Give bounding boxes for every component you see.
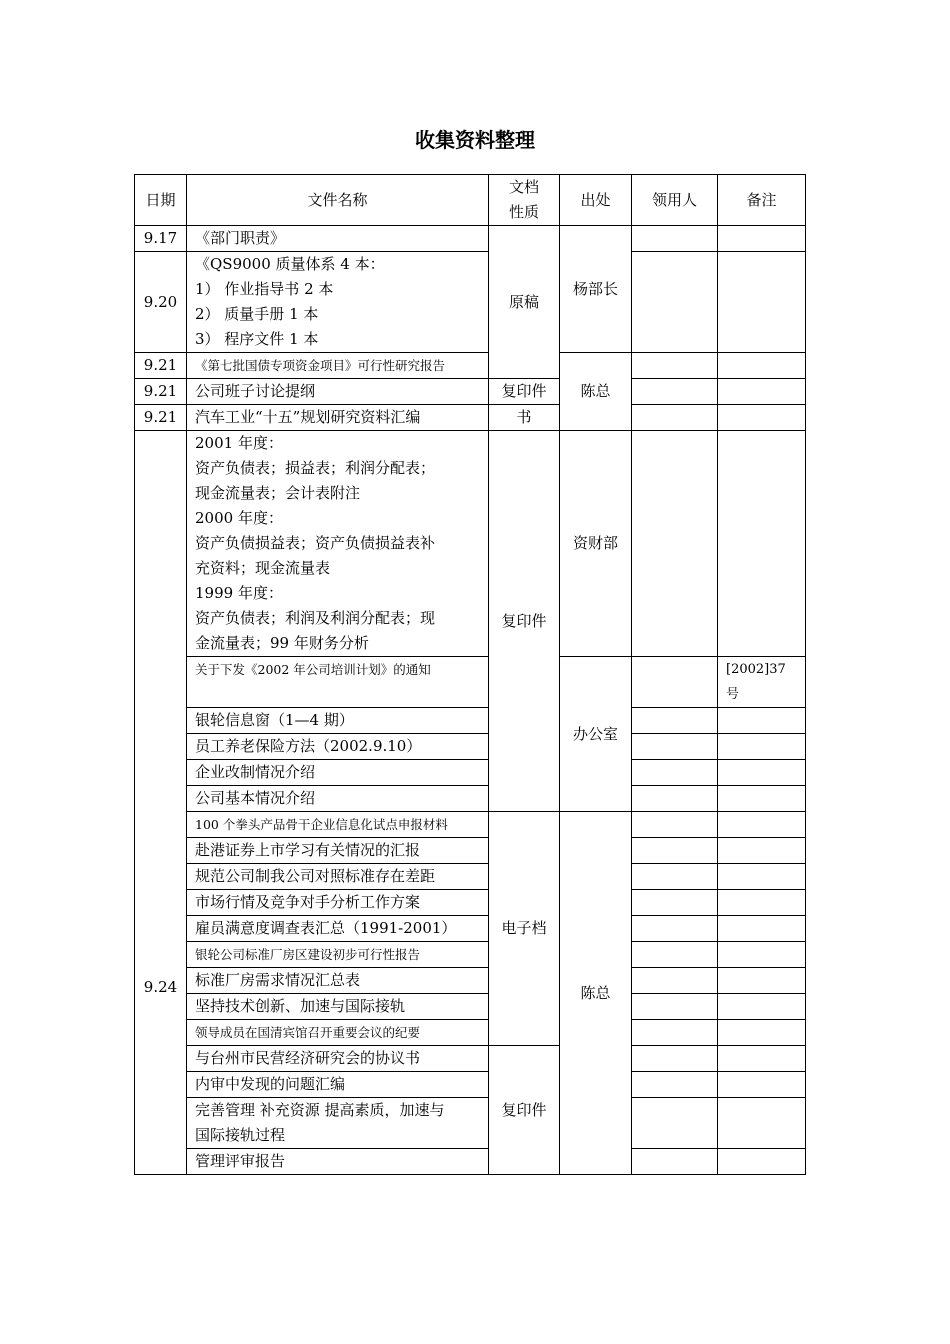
recipient-cell: [632, 1098, 718, 1149]
date-cell: 9.21: [135, 353, 187, 379]
table-row: [135, 916, 806, 942]
table-row: [135, 226, 806, 252]
date-cell: 9.20: [135, 252, 187, 353]
doc-name-cell: 管理评审报告: [187, 1149, 489, 1175]
doc-name-line: 1999 年度：: [195, 584, 283, 602]
remark-cell: [718, 657, 806, 708]
recipient-cell: [632, 890, 718, 916]
table-row: [135, 890, 806, 916]
remark-cell: [718, 812, 806, 838]
nature-cell: 原稿: [489, 226, 560, 379]
table-row: [135, 994, 806, 1020]
doc-name-cell: 银轮信息窗（1—4 期）: [187, 708, 489, 734]
doc-name-line: 《QS9000 质量体系 4 本：: [195, 255, 385, 273]
doc-name-line: 2） 质量手册 1 本: [195, 305, 319, 323]
document-table: [134, 174, 806, 1175]
table-row: [135, 864, 806, 890]
header-nature-line1: 文档: [508, 178, 539, 196]
header-source: 出处: [560, 175, 632, 226]
table-row: [135, 1020, 806, 1046]
table-row: [135, 838, 806, 864]
table-row: [135, 968, 806, 994]
remark-cell: [718, 405, 806, 431]
remark-cell: [718, 1046, 806, 1072]
table-row: [135, 812, 806, 838]
remark-cell: [718, 353, 806, 379]
doc-name-line: 完善管理 补充资源 提高素质，加速与: [195, 1101, 445, 1119]
recipient-cell: [632, 864, 718, 890]
doc-name-cell: 企业改制情况介绍: [187, 760, 489, 786]
remark-cell: [718, 838, 806, 864]
doc-name-cell: 标准厂房需求情况汇总表: [187, 968, 489, 994]
remark-cell: [718, 942, 806, 968]
doc-name-line: 1） 作业指导书 2 本: [195, 280, 334, 298]
table-row: [135, 353, 806, 379]
recipient-cell: [632, 431, 718, 657]
doc-name-cell: [187, 252, 489, 353]
source-cell: 资财部: [560, 431, 632, 657]
remark-cell: [718, 252, 806, 353]
source-cell: 办公室: [560, 657, 632, 812]
source-cell: 陈总: [560, 812, 632, 1175]
recipient-cell: [632, 226, 718, 252]
doc-name-cell: 内审中发现的问题汇编: [187, 1072, 489, 1098]
doc-name-cell: 领导成员在国清宾馆召开重要会议的纪要: [187, 1020, 489, 1046]
recipient-cell: [632, 379, 718, 405]
remark-cell: [718, 916, 806, 942]
nature-cell: 书: [489, 405, 560, 431]
doc-name-cell: 公司基本情况介绍: [187, 786, 489, 812]
table-row: [135, 657, 806, 708]
doc-name-cell: 银轮公司标准厂房区建设初步可行性报告: [187, 942, 489, 968]
header-name: 文件名称: [187, 175, 489, 226]
remark-cell: [718, 708, 806, 734]
date-cell: [135, 431, 187, 1175]
doc-name-line: 3） 程序文件 1 本: [195, 330, 319, 348]
doc-name-cell: 《第七批国债专项资金项目》可行性研究报告: [187, 353, 489, 379]
recipient-cell: [632, 708, 718, 734]
remark-cell: [718, 786, 806, 812]
nature-cell: 复印件: [489, 1046, 560, 1175]
recipient-cell: [632, 405, 718, 431]
doc-name-line: 国际接轨过程: [195, 1126, 286, 1144]
remark-cell: [718, 994, 806, 1020]
doc-name-cell: 100 个拳头产品骨干企业信息化试点申报材料: [187, 812, 489, 838]
recipient-cell: [632, 994, 718, 1020]
recipient-cell: [632, 968, 718, 994]
remark-cell: [718, 379, 806, 405]
table-row: [135, 405, 806, 431]
doc-name-cell: 雇员满意度调查表汇总（1991-2001）: [187, 916, 489, 942]
recipient-cell: [632, 1020, 718, 1046]
table-row: [135, 708, 806, 734]
table-row: [135, 1098, 806, 1149]
doc-name-cell: 员工养老保险方法（2002.9.10）: [187, 734, 489, 760]
recipient-cell: [632, 812, 718, 838]
doc-name-line: 2001 年度：: [195, 434, 283, 452]
remark-cell: [718, 1072, 806, 1098]
table-row: [135, 1149, 806, 1175]
remark-cell: [718, 968, 806, 994]
doc-name-cell: 赴港证券上市学习有关情况的汇报: [187, 838, 489, 864]
doc-name-line: 资产负债损益表；资产负债损益表补: [195, 534, 436, 552]
table-row: [135, 734, 806, 760]
doc-name-cell: 市场行情及竞争对手分析工作方案: [187, 890, 489, 916]
table-row: [135, 379, 806, 405]
nature-cell: 复印件: [489, 379, 560, 405]
doc-name-line: 2000 年度：: [195, 509, 283, 527]
recipient-cell: [632, 786, 718, 812]
doc-name-line: 资产负债表；利润及利润分配表；现: [195, 609, 436, 627]
table-row: [135, 786, 806, 812]
recipient-cell: [632, 916, 718, 942]
doc-name-line: 现金流量表；会计表附注: [195, 484, 361, 502]
table-row: [135, 252, 806, 353]
header-row: [135, 175, 806, 226]
recipient-cell: [632, 1072, 718, 1098]
remark-cell: [718, 1149, 806, 1175]
source-cell: 杨部长: [560, 226, 632, 353]
nature-cell: 电子档: [489, 812, 560, 1046]
date-cell: 9.17: [135, 226, 187, 252]
date-cell: 9.21: [135, 405, 187, 431]
header-remark: 备注: [718, 175, 806, 226]
recipient-cell: [632, 1149, 718, 1175]
recipient-cell: [632, 1046, 718, 1072]
doc-name-cell: [187, 1098, 489, 1149]
source-cell: 陈总: [560, 353, 632, 431]
remark-cell: [718, 890, 806, 916]
doc-name-cell: 汽车工业“十五”规划研究资料汇编: [187, 405, 489, 431]
nature-cell: 复印件: [489, 431, 560, 812]
remark-cell: [718, 226, 806, 252]
date-cell: 9.21: [135, 379, 187, 405]
header-nature: [489, 175, 560, 226]
remark-cell: [718, 431, 806, 657]
table-row: [135, 942, 806, 968]
header-date: 日期: [135, 175, 187, 226]
doc-name-cell: 关于下发《2002 年公司培训计划》的通知: [187, 657, 489, 708]
doc-name-cell: 坚持技术创新、加速与国际接轨: [187, 994, 489, 1020]
header-nature-line2: 性质: [508, 203, 539, 221]
remark-line: [2002]37: [726, 662, 786, 677]
doc-name-cell: 与台州市民营经济研究会的协议书: [187, 1046, 489, 1072]
recipient-cell: [632, 353, 718, 379]
doc-name-line: 金流量表；99 年财务分析: [195, 634, 369, 652]
recipient-cell: [632, 657, 718, 708]
remark-cell: [718, 1098, 806, 1149]
doc-name-line: 资产负债表；损益表；利润分配表；: [195, 459, 436, 477]
table-row: [135, 1046, 806, 1072]
recipient-cell: [632, 838, 718, 864]
recipient-cell: [632, 942, 718, 968]
doc-name-cell: 公司班子讨论提纲: [187, 379, 489, 405]
doc-name-line: 充资料；现金流量表: [195, 559, 331, 577]
recipient-cell: [632, 734, 718, 760]
doc-name-cell: [187, 431, 489, 657]
remark-cell: [718, 864, 806, 890]
remark-cell: [718, 1020, 806, 1046]
table-row: [135, 431, 806, 657]
remark-cell: [718, 734, 806, 760]
remark-cell: [718, 760, 806, 786]
recipient-cell: [632, 252, 718, 353]
doc-name-cell: 《部门职责》: [187, 226, 489, 252]
header-recipient: 领用人: [632, 175, 718, 226]
table-row: [135, 760, 806, 786]
remark-line: 号: [726, 687, 740, 702]
date-value: 9.24: [143, 978, 178, 996]
page-title: 收集资料整理: [415, 128, 535, 152]
table-row: [135, 1072, 806, 1098]
doc-name-cell: 规范公司制我公司对照标准存在差距: [187, 864, 489, 890]
recipient-cell: [632, 760, 718, 786]
